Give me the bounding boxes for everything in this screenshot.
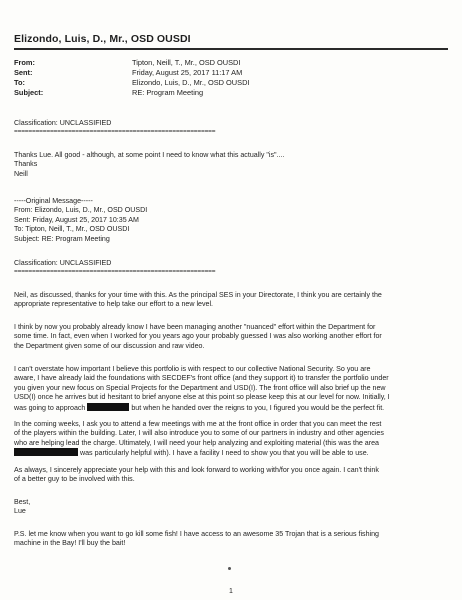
- redaction-block: [87, 403, 129, 411]
- heading-rule: [14, 48, 448, 50]
- subject-value: RE: Program Meeting: [132, 88, 204, 97]
- postscript: [14, 530, 446, 549]
- body-line: USD(I) once he arrives but id hesitant to brief anyone else at this point so please keep this at our level for now. Initially, I: [14, 393, 390, 402]
- body-line: some time. In fact, even when I worked for you years ago your probably guessed I was also working another effort for: [14, 332, 382, 341]
- page-number: 1: [229, 588, 233, 595]
- subject-label: Subject:: [14, 88, 44, 97]
- paragraph-2: [14, 323, 446, 351]
- body-line: aware, I have already laid the foundations with SECDEF's front office (and they support it) to transfer the portfolio under: [14, 374, 389, 383]
- body-line: appropriate representative to help take our effort to a new level.: [14, 300, 214, 309]
- body-text: but when he handed over the reigns to you, I figured you would be the perfect fit.: [131, 403, 385, 412]
- body-text: was particularly helpful with). I have a facility I need to show you that you will be able to use.: [79, 449, 369, 458]
- to-label: To:: [14, 78, 25, 87]
- paragraph-5: [14, 466, 446, 485]
- body-text: was going to approach: [14, 403, 86, 412]
- sent-label: Sent:: [14, 68, 33, 77]
- body-line: [14, 448, 446, 458]
- separator-original: ========================================================: [14, 268, 216, 275]
- sent-value: Friday, August 25, 2017 11:17 AM: [132, 68, 243, 77]
- closing: [14, 498, 446, 517]
- reply-message: [14, 151, 446, 179]
- body-line: Neil, as discussed, thanks for your time with this. As the principal SES in your Directorate, I think you are certainly the: [14, 291, 382, 299]
- original-message-header: [14, 197, 446, 244]
- body-line: [14, 403, 446, 413]
- body-line: you given your new focus on Special Projects for the Department and USD(I). The front office will also brief up the new: [14, 383, 386, 392]
- body-line: of a better guy to be involved with this.: [14, 475, 135, 484]
- to-value: Elizondo, Luis, D., Mr., OSD OUSDI: [132, 78, 250, 87]
- classification-original: Classification: UNCLASSIFIED: [14, 259, 112, 267]
- original-from: From: Elizondo, Luis, D., Mr., OSD OUSDI: [14, 206, 148, 215]
- separator-top: ========================================================: [14, 128, 216, 135]
- closing-line: Best,: [14, 498, 31, 506]
- ps-line: machine in the Bay! I'll buy the bait!: [14, 539, 126, 548]
- original-marker: -----Original Message-----: [14, 197, 93, 205]
- original-sent: Sent: Friday, August 25, 2017 10:35 AM: [14, 215, 139, 224]
- body-line: who are helping lead the charge. Ultimately, I will need your help analyzing and exploiting material (this was the area: [14, 438, 380, 447]
- body-line: As always, I sincerely appreciate your help with this and look forward to working with/for you once again. I can't think: [14, 466, 379, 474]
- body-line: the Department given some of our discussion and raw video.: [14, 341, 205, 350]
- ps-line: P.S. let me know when you want to go kill some fish! I have access to an awesome 35 Trojan that is a serious fishing: [14, 530, 379, 538]
- scan-speck: [228, 567, 231, 570]
- paragraph-1: [14, 291, 446, 310]
- from-value: Tipton, Neill, T., Mr., OSD OUSDI: [132, 58, 241, 67]
- body-line: In the coming weeks, I ask you to attend a few meetings with me at the front office in order that you can meet the rest: [14, 420, 382, 428]
- original-subject: Subject: RE: Program Meeting: [14, 234, 110, 243]
- reply-line: Thanks Lue. All good - although, at some point I need to know what this actually "is"....: [14, 151, 285, 159]
- body-line: I think by now you probably already know I have been managing another "nuanced" effort within the Department for: [14, 323, 376, 331]
- original-to: To: Tipton, Neill, T., Mr., OSD OUSDI: [14, 225, 130, 234]
- reply-line: Thanks: [14, 160, 38, 169]
- body-line: of the players within the building. Later, I will also introduce you to some of our partners in industry and other agencies: [14, 429, 384, 438]
- closing-line: Lue: [14, 507, 26, 516]
- sender-heading: Elizondo, Luis, D., Mr., OSD OUSDI: [14, 33, 191, 45]
- reply-line: Neill: [14, 169, 28, 178]
- from-label: From:: [14, 58, 35, 67]
- classification-top: Classification: UNCLASSIFIED: [14, 119, 112, 127]
- body-line: I can't overstate how important I believe this portfolio is with respect to our collective National Security. So you are: [14, 365, 371, 373]
- redaction-block: [14, 448, 78, 456]
- paragraph-4: [14, 420, 446, 459]
- paragraph-3: [14, 365, 446, 413]
